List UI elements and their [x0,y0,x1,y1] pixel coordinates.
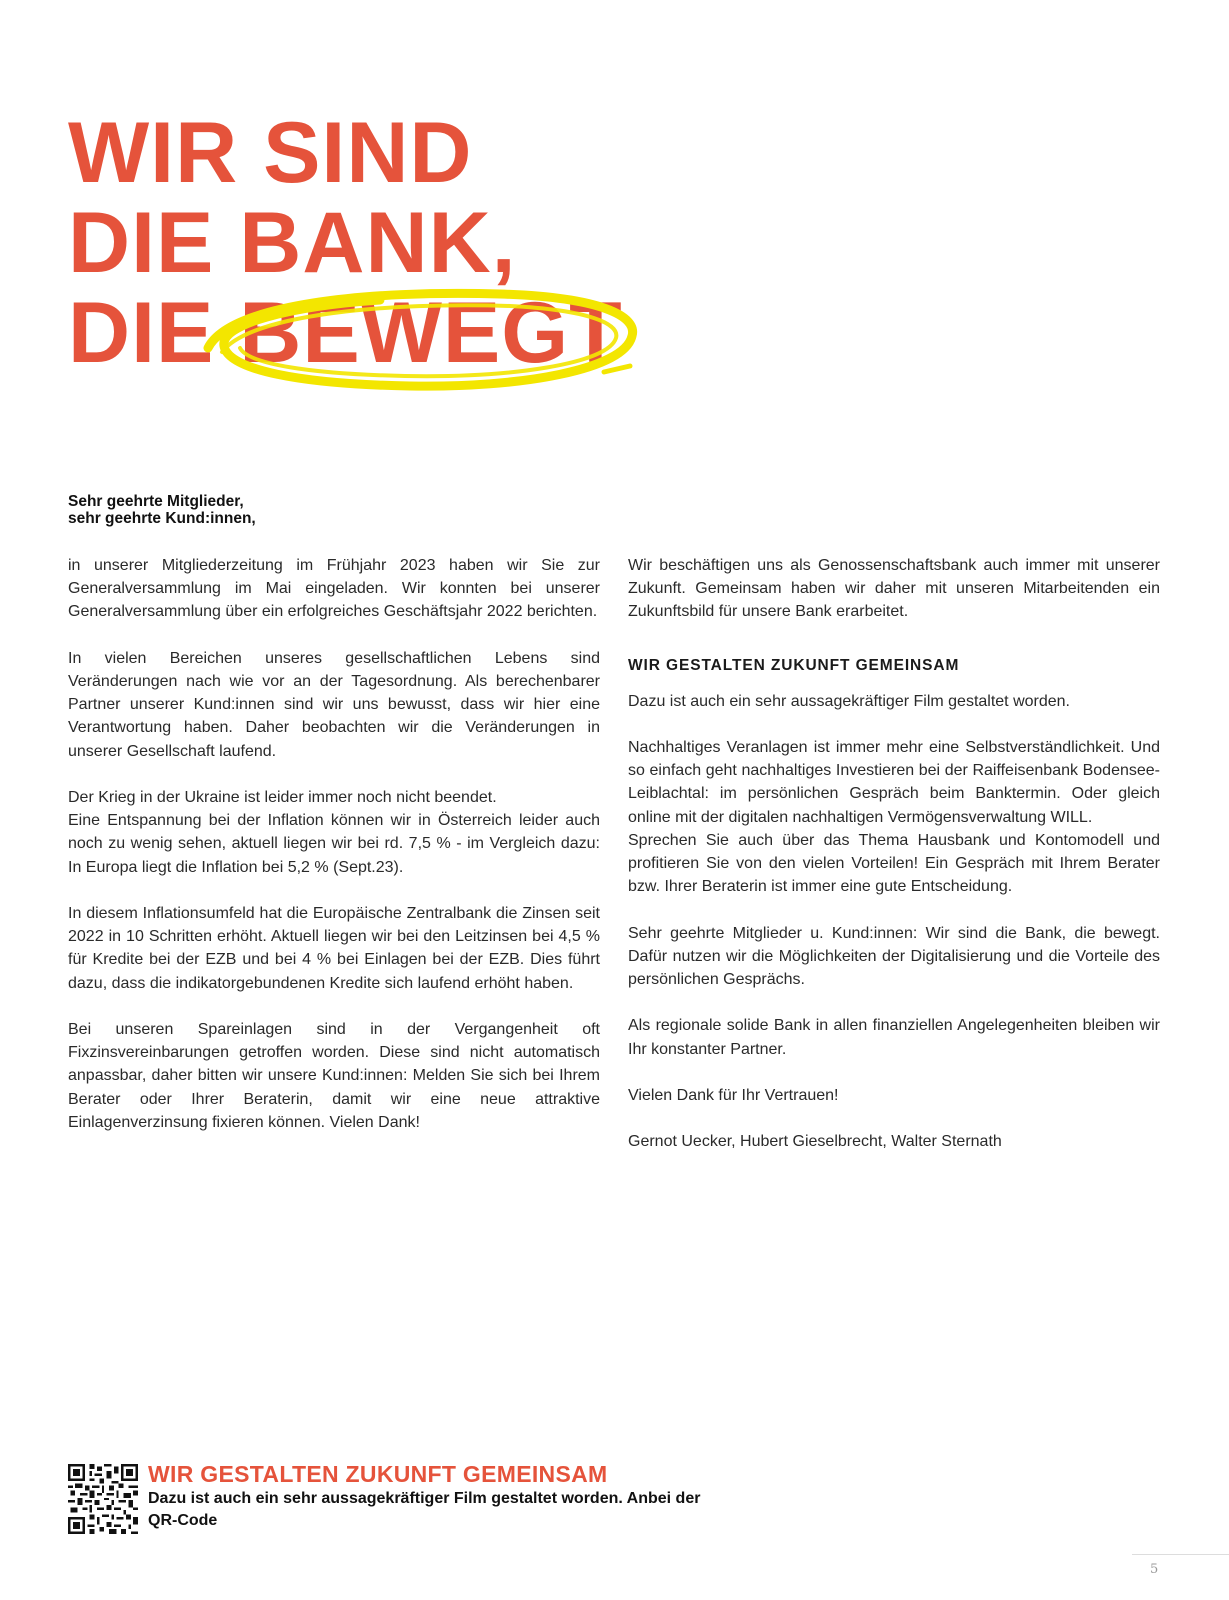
greeting-line-2: sehr geehrte Kund:innen, [68,510,256,527]
right-paragraph-6: Vielen Dank für Ihr Vertrauen! [628,1087,839,1104]
right-column [628,554,1160,1177]
left-paragraph-5: Bei unseren Spareinlagen sind in der Vergangenheit oft Fixzinsvereinbarungen getroffen worden. Diese sind nicht automatisch anpassbar, daher bitten wir unsere Kund:innen: Melden Sie sich bei Ihrem Berater oder Ihrer Beraterin, damit wir eine neue attraktive Einlagenverzinsung fixieren können. Vielen Dank! [68,1021,600,1131]
right-paragraph-3b: Sprechen Sie auch über das Thema Hausbank und Kontomodell und profitieren Sie von den vielen Vorteilen! Ein Gespräch mit Ihrem Berater bzw. Ihrer Beraterin ist immer eine gute Entscheidung. [628,831,1160,896]
headline-line-1: WIR SIND [68,105,473,201]
highlight-circle-icon [200,284,650,400]
qr-code-icon[interactable] [68,1464,138,1534]
left-paragraph-3b: Eine Entspannung bei der Inflation können wir in Österreich leider auch noch zu wenig sehen, aktuell liegen wir bei rd. 7,5 % - im Vergleich dazu: In Europa liegt die Inflation bei 5,2 % (Sept.23). [68,812,600,876]
greeting-line-1: Sehr geehrte Mitglieder, [68,493,244,510]
headline-line-3: DIE BEWEGT [68,285,623,381]
footer-text [148,1460,708,1532]
page-number: 5 [1150,1562,1159,1577]
left-column [68,554,600,1157]
right-paragraph-5: Als regionale solide Bank in allen finanziellen Angelegenheiten bleiben wir Ihr konstanter Partner. [628,1017,1160,1058]
right-paragraph-4: Sehr geehrte Mitglieder u. Kund:innen: Wir sind die Bank, die bewegt. Dafür nutzen wir die Möglichkeiten der Digitalisierung und die Vorteile des persönlichen Gesprächs. [628,924,1160,989]
signature: Gernot Uecker, Hubert Gieselbrecht, Walter Sternath [628,1133,1002,1151]
footer-body: Dazu ist auch ein sehr aussagekräftiger Film gestaltet worden. Anbei der QR-Code [148,1490,701,1529]
right-paragraph-3a: Nachhaltiges Veranlagen ist immer mehr eine Selbstverständlichkeit. Und so einfach geht nachhaltiges Investieren bei der Raiffeisenbank Bodensee-Leiblachtal: im persönlichen Gespräch beim Banktermin. Oder gleich online mit der digitalen nachhaltigen Vermögensverwaltung WILL. [628,739,1160,826]
greeting [68,493,256,527]
headline-line-2: DIE BANK, [68,195,517,291]
left-paragraph-3a: Der Krieg in der Ukraine ist leider immer noch nicht beendet. [68,789,497,806]
left-paragraph-4: In diesem Inflationsumfeld hat die Europäische Zentralbank die Zinsen seit 2022 in 10 Schritten erhöht. Aktuell liegen wir bei den Leitzinsen bei 4,5 % für Kredite bei der EZB und bei 4 % bei Einlagen bei der EZB. Dies führt dazu, dass die indikatorgebundenen Kredite sich laufend erhöht haben. [68,905,600,992]
footer-title: WIR GESTALTEN ZUKUNFT GEMEINSAM [148,1461,608,1487]
right-paragraph-1: Wir beschäftigen uns als Genossenschaftsbank auch immer mit unserer Zukunft. Gemeinsam haben wir daher mit unseren Mitarbeitenden ein Zukunftsbild für unsere Bank erarbeitet. [628,557,1160,621]
left-paragraph-2: In vielen Bereichen unseres gesellschaftlichen Lebens sind Veränderungen nach wie vor an der Tagesordnung. Als berechenbarer Partner unserer Kund:innen sind wir uns bewusst, dass wir hier eine Verantwortung haben. Daher beobachten wir die Veränderungen in unserer Gesellschaft laufend. [68,649,600,760]
left-paragraph-1: in unserer Mitgliederzeitung im Frühjahr 2023 haben wir Sie zur Generalversammlung im Mai eingeladen. Wir konnten bei unserer Generalversammlung über ein erfolgreiches Geschäftsjahr 2022 berichten. [68,557,600,621]
page-number-rule [1132,1554,1229,1555]
right-paragraph-2: Dazu ist auch ein sehr aussagekräftiger Film gestaltet worden. [628,692,1070,710]
section-subheading: WIR GESTALTEN ZUKUNFT GEMEINSAM [628,656,960,674]
